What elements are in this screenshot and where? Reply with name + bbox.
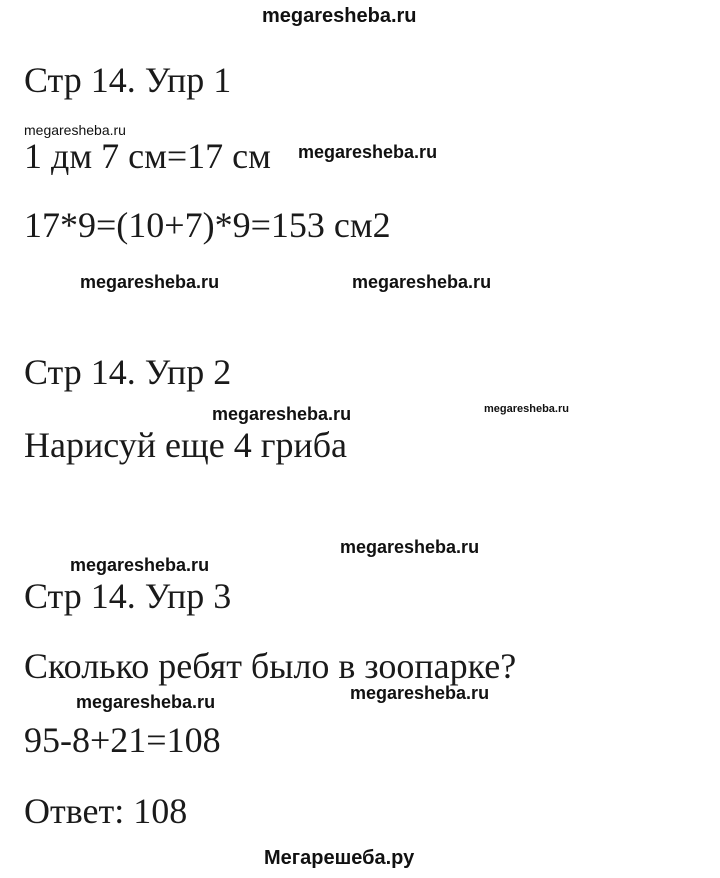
watermark-top: megaresheba.ru [262, 5, 417, 27]
exercise-3-line-2: 95-8+21=108 [24, 720, 221, 760]
watermark-row-right: megaresheba.ru [352, 272, 492, 292]
watermark-low-2: megaresheba.ru [350, 683, 490, 703]
watermark-inline-1: megaresheba.ru [298, 142, 438, 162]
watermark-mid-2: megaresheba.ru [340, 537, 480, 557]
exercise-2-line-1: Нарисуй еще 4 гриба [24, 425, 348, 465]
exercise-1-heading: Стр 14. Упр 1 [24, 60, 232, 100]
exercise-3-line-3: Ответ: 108 [24, 791, 188, 831]
exercise-3-line-1: Сколько ребят было в зоопарке? [24, 646, 517, 686]
watermark-mid-3: megaresheba.ru [70, 555, 210, 575]
watermark-row-left: megaresheba.ru [80, 272, 220, 292]
watermark-mid-1: megaresheba.ru [212, 404, 352, 424]
watermark-low-1: megaresheba.ru [76, 692, 216, 712]
exercise-2-heading: Стр 14. Упр 2 [24, 352, 232, 392]
exercise-1-line-1: 1 дм 7 см=17 см [24, 136, 271, 176]
exercise-3-heading: Стр 14. Упр 3 [24, 576, 232, 616]
watermark-small-1: megaresheba.ru [24, 122, 126, 138]
footer-brand: Мегарешеба.ру [264, 847, 415, 869]
watermark-tiny: megaresheba.ru [484, 403, 569, 415]
exercise-1-line-2: 17*9=(10+7)*9=153 см2 [24, 205, 391, 245]
